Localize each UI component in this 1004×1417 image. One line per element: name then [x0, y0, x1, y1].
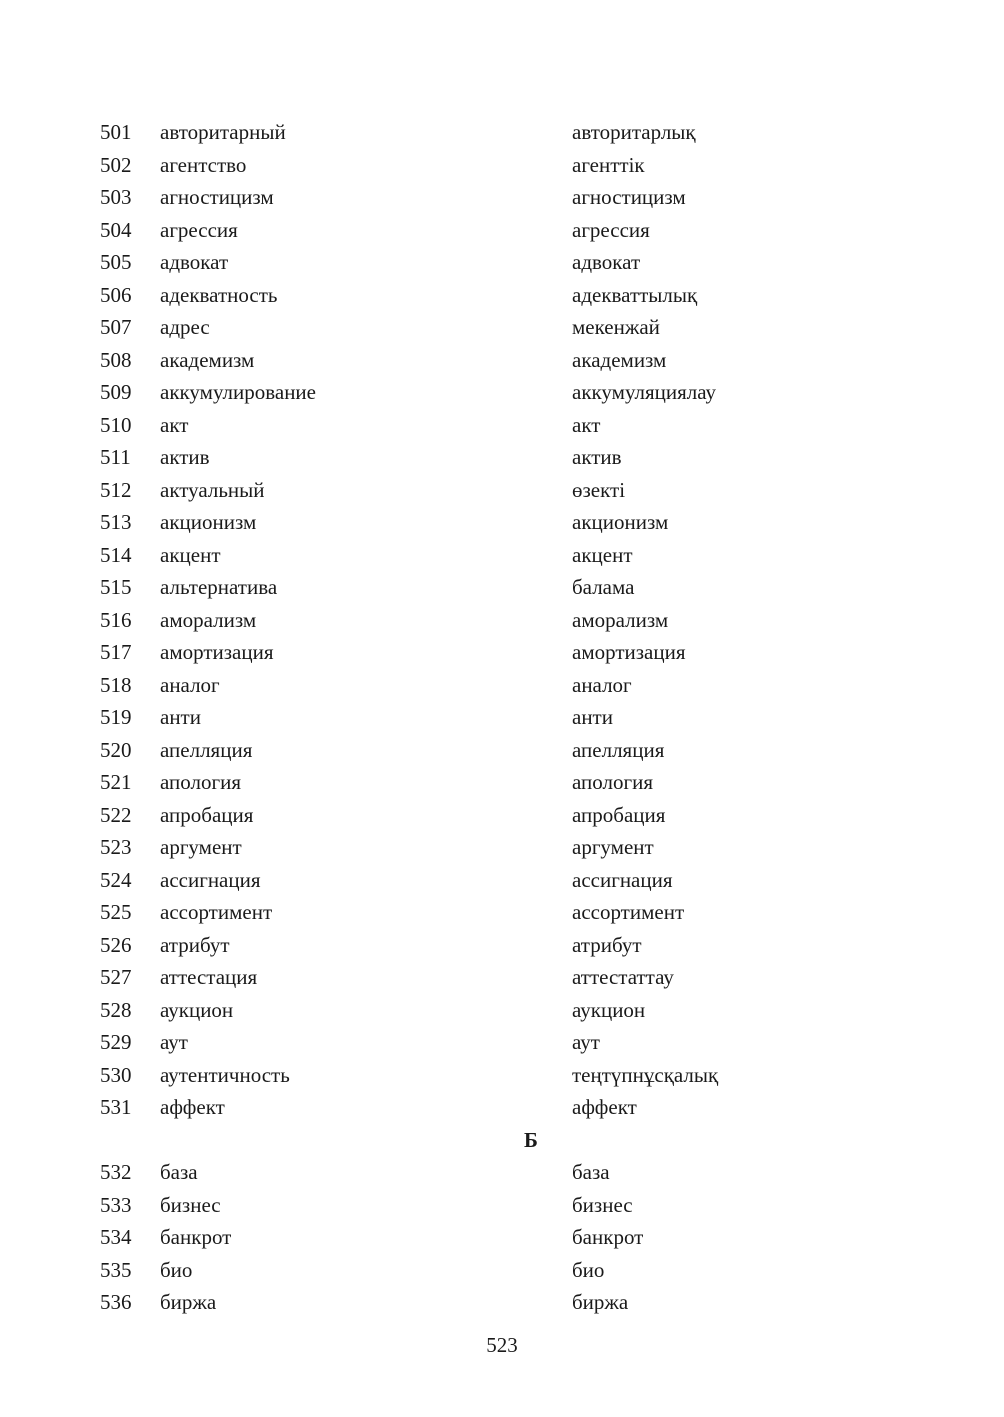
kazakh-term: аналог [572, 672, 632, 697]
kazakh-term: аукцион [572, 997, 646, 1022]
glossary-row [0, 864, 1004, 897]
kazakh-term: био [572, 1257, 605, 1282]
kazakh-term: өзекті [572, 477, 626, 502]
glossary-row [0, 279, 1004, 312]
glossary-row [0, 1059, 1004, 1092]
glossary-row [0, 1091, 1004, 1124]
kazakh-term: биржа [572, 1290, 629, 1314]
entry-number: 535 [100, 1257, 132, 1282]
kazakh-term: апология [572, 770, 653, 794]
kazakh-term: атрибут [572, 932, 642, 957]
glossary-row [0, 831, 1004, 864]
kazakh-term: адвокат [572, 250, 641, 274]
glossary-row [0, 441, 1004, 474]
russian-term: аукцион [160, 997, 234, 1022]
glossary-row [0, 214, 1004, 247]
kazakh-term: авторитарлық [572, 120, 696, 144]
entry-number: 503 [100, 185, 132, 209]
kazakh-term: бизнес [572, 1192, 633, 1217]
entry-number: 507 [100, 315, 132, 339]
entry-number: 530 [100, 1062, 132, 1087]
glossary-row [0, 1254, 1004, 1287]
glossary-row [0, 149, 1004, 182]
entry-number: 502 [100, 152, 132, 177]
glossary-row [0, 604, 1004, 637]
kazakh-term: агенттік [572, 152, 645, 177]
glossary-row [0, 766, 1004, 799]
kazakh-term: апробация [572, 802, 666, 827]
russian-term: апология [160, 770, 241, 794]
kazakh-term: акцент [572, 542, 633, 567]
kazakh-term: аргумент [572, 835, 654, 859]
entry-number: 511 [100, 445, 131, 469]
glossary-row [0, 311, 1004, 344]
glossary-row [0, 246, 1004, 279]
entry-number: 508 [100, 347, 132, 372]
kazakh-term: аккумуляциялау [572, 380, 717, 404]
entry-number: 533 [100, 1192, 132, 1217]
russian-term: био [160, 1257, 193, 1282]
russian-term: ассигнация [160, 867, 261, 892]
russian-term: адвокат [160, 250, 229, 274]
glossary-row [0, 1026, 1004, 1059]
entry-number: 506 [100, 282, 132, 307]
glossary-row [0, 734, 1004, 767]
glossary-list [0, 116, 1004, 1319]
entry-number: 501 [100, 120, 132, 144]
kazakh-term: агрессия [572, 217, 650, 242]
entry-number: 532 [100, 1160, 132, 1184]
kazakh-term: аут [572, 1030, 600, 1054]
kazakh-term: актив [572, 445, 622, 469]
entry-number: 512 [100, 477, 132, 502]
entry-number: 510 [100, 412, 132, 437]
russian-term: аморализм [160, 607, 257, 632]
kazakh-term: база [572, 1160, 610, 1184]
kazakh-term: аффект [572, 1095, 637, 1119]
glossary-row [0, 1189, 1004, 1222]
glossary-row [0, 929, 1004, 962]
glossary-row [0, 409, 1004, 442]
entry-number: 514 [100, 542, 132, 567]
section-letter-heading: Б [524, 1127, 538, 1152]
kazakh-term: ассортимент [572, 900, 685, 924]
glossary-row [0, 539, 1004, 572]
russian-term: аттестация [160, 965, 258, 989]
russian-term: анти [160, 705, 201, 729]
russian-term: агностицизм [160, 185, 274, 209]
russian-term: аргумент [160, 835, 242, 859]
russian-term: альтернатива [160, 575, 278, 599]
glossary-row [0, 506, 1004, 539]
russian-term: апробация [160, 802, 254, 827]
russian-term: адекватность [160, 282, 278, 307]
glossary-row [0, 116, 1004, 149]
kazakh-term: акционизм [572, 510, 669, 534]
kazakh-term: акт [572, 412, 601, 437]
entry-number: 529 [100, 1030, 132, 1054]
russian-term: акцент [160, 542, 221, 567]
kazakh-term: банкрот [572, 1225, 644, 1249]
glossary-row [0, 571, 1004, 604]
entry-number: 521 [100, 770, 132, 794]
russian-term: авторитарный [160, 120, 286, 144]
russian-term: аккумулирование [160, 380, 316, 404]
entry-number: 520 [100, 737, 132, 762]
russian-term: академизм [160, 347, 255, 372]
russian-term: актив [160, 445, 210, 469]
russian-term: атрибут [160, 932, 230, 957]
entry-number: 515 [100, 575, 132, 599]
glossary-row [0, 1221, 1004, 1254]
russian-term: адрес [160, 315, 210, 339]
entry-number: 505 [100, 250, 132, 274]
entry-number: 513 [100, 510, 132, 534]
russian-term: аналог [160, 672, 220, 697]
russian-term: биржа [160, 1290, 217, 1314]
glossary-row [0, 1286, 1004, 1319]
kazakh-term: ассигнация [572, 867, 673, 892]
russian-term: агентство [160, 152, 247, 177]
entry-number: 524 [100, 867, 132, 892]
page-number: 523 [486, 1333, 518, 1357]
russian-term: аутентичность [160, 1062, 290, 1087]
glossary-row [0, 1156, 1004, 1189]
kazakh-term: мекенжай [572, 315, 660, 339]
entry-number: 531 [100, 1095, 132, 1119]
entry-number: 519 [100, 705, 132, 729]
russian-term: аут [160, 1030, 188, 1054]
glossary-row [0, 896, 1004, 929]
entry-number: 525 [100, 900, 132, 924]
entry-number: 509 [100, 380, 132, 404]
russian-term: акт [160, 412, 189, 437]
russian-term: банкрот [160, 1225, 232, 1249]
entry-number: 527 [100, 965, 132, 989]
glossary-row [0, 181, 1004, 214]
glossary-row [0, 961, 1004, 994]
kazakh-term: амортизация [572, 640, 686, 664]
entry-number: 517 [100, 640, 132, 664]
russian-term: бизнес [160, 1192, 221, 1217]
russian-term: амортизация [160, 640, 274, 664]
glossary-row [0, 701, 1004, 734]
entry-number: 516 [100, 607, 132, 632]
entry-number: 504 [100, 217, 132, 242]
glossary-row [0, 636, 1004, 669]
russian-term: база [160, 1160, 198, 1184]
glossary-row [0, 344, 1004, 377]
russian-term: аффект [160, 1095, 225, 1119]
russian-term: агрессия [160, 217, 238, 242]
glossary-row [0, 799, 1004, 832]
kazakh-term: теңтүпнұсқалық [572, 1062, 719, 1087]
kazakh-term: адекваттылық [572, 282, 698, 307]
glossary-row [0, 474, 1004, 507]
glossary-row [0, 669, 1004, 702]
kazakh-term: апелляция [572, 737, 665, 762]
glossary-row [0, 376, 1004, 409]
kazakh-term: аморализм [572, 607, 669, 632]
entry-number: 522 [100, 802, 132, 827]
russian-term: актуальный [160, 477, 265, 502]
russian-term: ассортимент [160, 900, 273, 924]
russian-term: акционизм [160, 510, 257, 534]
entry-number: 536 [100, 1290, 132, 1314]
russian-term: апелляция [160, 737, 253, 762]
entry-number: 528 [100, 997, 132, 1022]
kazakh-term: агностицизм [572, 185, 686, 209]
kazakh-term: балама [572, 575, 635, 599]
entry-number: 518 [100, 672, 132, 697]
kazakh-term: академизм [572, 347, 667, 372]
glossary-row [0, 994, 1004, 1027]
entry-number: 523 [100, 835, 132, 859]
entry-number: 526 [100, 932, 132, 957]
kazakh-term: анти [572, 705, 613, 729]
kazakh-term: аттестаттау [572, 965, 674, 989]
entry-number: 534 [100, 1225, 132, 1249]
